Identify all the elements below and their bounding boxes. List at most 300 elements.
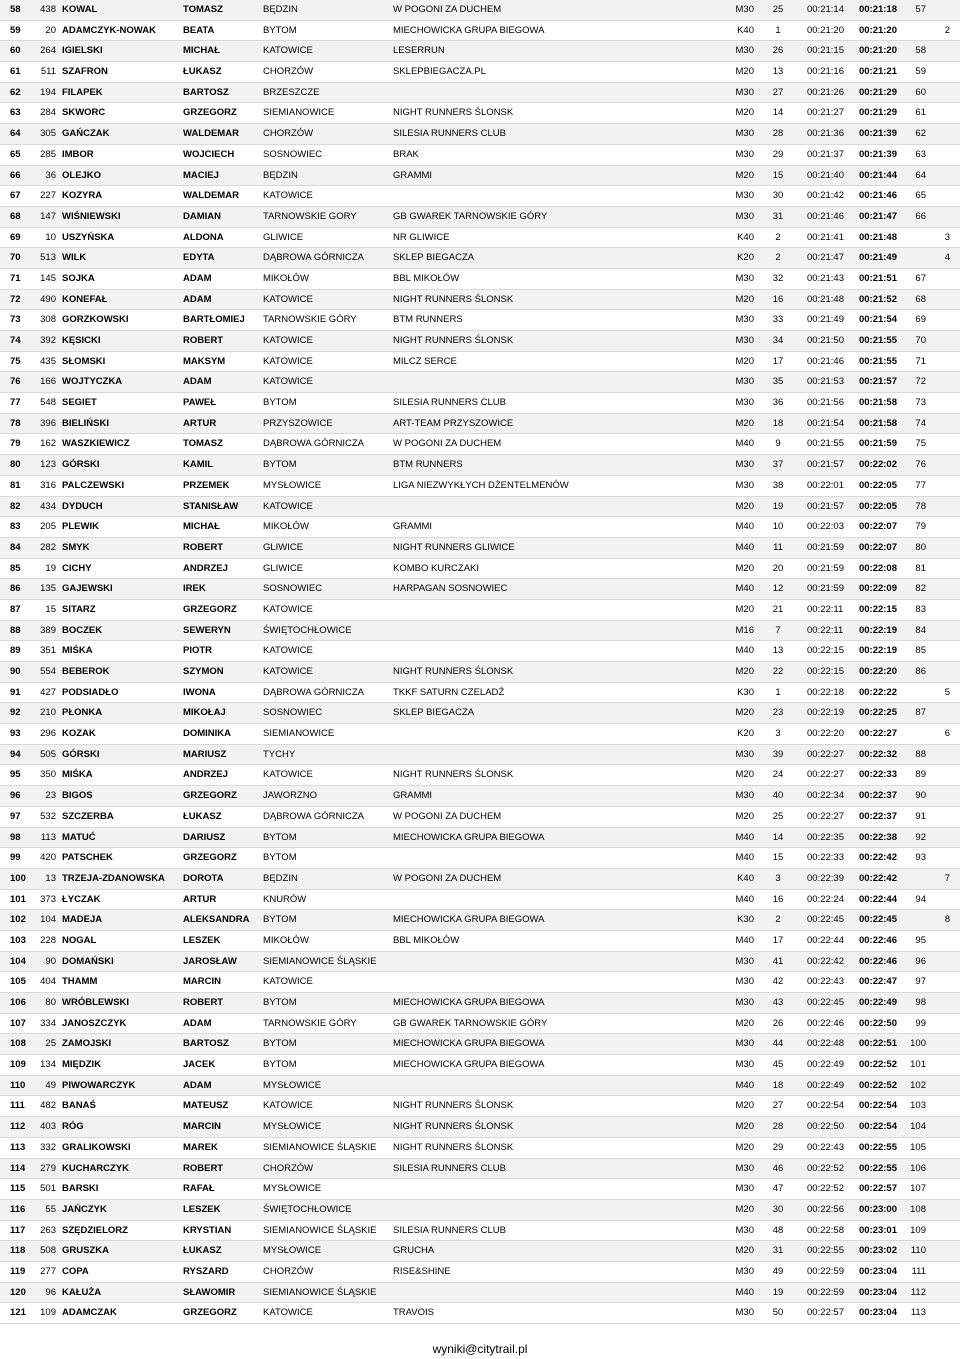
men-place: 78 xyxy=(915,500,926,512)
bib-number: 351 xyxy=(40,645,56,657)
club-name: MIECHOWICKA GRUPA BIEGOWA xyxy=(393,1059,545,1071)
category-place: 46 xyxy=(772,1162,784,1174)
first-name: ROBERT xyxy=(183,541,224,553)
city: KATOWICE xyxy=(263,45,313,57)
place-cell: 79 xyxy=(10,438,21,450)
net-time: 00:22:32 xyxy=(858,748,897,760)
place-cell: 99 xyxy=(10,852,21,864)
net-time: 00:22:49 xyxy=(858,997,897,1008)
net-time: 00:22:19 xyxy=(858,645,897,657)
table-row xyxy=(0,290,960,311)
gun-time: 00:22:49 xyxy=(807,1059,844,1071)
category: M30 xyxy=(735,1224,754,1236)
table-row xyxy=(0,372,960,393)
category: M20 xyxy=(735,1245,754,1257)
place-cell: 82 xyxy=(10,500,21,512)
city: CHORZÓW xyxy=(263,1265,314,1277)
first-name: WALDEMAR xyxy=(183,190,239,202)
net-time: 00:21:55 xyxy=(858,355,897,367)
category: M20 xyxy=(735,107,754,119)
place-cell: 105 xyxy=(10,976,26,988)
net-time: 00:21:49 xyxy=(858,252,897,264)
last-name: GÓRSKI xyxy=(62,748,100,760)
last-name: SZAFRON xyxy=(62,66,108,78)
table-row xyxy=(0,1096,960,1117)
city: MYSŁOWICE xyxy=(263,1183,322,1195)
place-cell: 104 xyxy=(10,955,26,967)
last-name: IGIELSKI xyxy=(62,45,103,57)
net-time: 00:22:22 xyxy=(858,686,897,698)
first-name: IREK xyxy=(183,583,206,595)
category: M20 xyxy=(735,1100,754,1112)
last-name: BIELIŃSKI xyxy=(62,417,109,429)
place-cell: 121 xyxy=(10,1307,26,1319)
place-cell: 110 xyxy=(10,1079,26,1091)
last-name: PALCZEWSKI xyxy=(62,479,125,491)
category-place: 9 xyxy=(775,438,781,450)
bib-number: 389 xyxy=(40,624,56,636)
city: SOSNOWIEC xyxy=(263,583,323,595)
gun-time: 00:22:35 xyxy=(807,831,844,843)
city: CHORZÓW xyxy=(263,1162,314,1174)
last-name: FILAPEK xyxy=(62,86,103,98)
place-cell: 101 xyxy=(10,893,26,905)
bib-number: 308 xyxy=(40,314,56,326)
club-name: NIGHT RUNNERS ŚLONSK xyxy=(393,335,514,346)
net-time: 00:22:54 xyxy=(858,1121,897,1133)
last-name: GORZKOWSKI xyxy=(62,314,129,326)
last-name: BIGOS xyxy=(62,790,93,802)
category-place: 32 xyxy=(772,272,784,284)
net-time: 00:21:46 xyxy=(858,190,897,202)
men-place: 59 xyxy=(915,66,926,78)
men-place: 70 xyxy=(915,335,926,346)
last-name: SŁOMSKI xyxy=(62,355,106,367)
city: KATOWICE xyxy=(263,293,313,305)
last-name: SOJKA xyxy=(62,272,95,284)
gun-time: 00:21:26 xyxy=(807,86,844,98)
table-row xyxy=(0,724,960,745)
city: CHORZÓW xyxy=(263,128,314,140)
gun-time: 00:22:15 xyxy=(807,666,844,677)
bib-number: 15 xyxy=(45,603,56,615)
category-place: 15 xyxy=(772,852,784,864)
first-name: ROBERT xyxy=(183,335,224,346)
men-place: 92 xyxy=(915,831,926,843)
place-cell: 72 xyxy=(10,293,21,305)
category-place: 21 xyxy=(772,603,784,615)
last-name: PIWOWARCZYK xyxy=(62,1079,136,1091)
men-place: 77 xyxy=(915,479,926,491)
club-name: TRAVOIS xyxy=(393,1307,434,1319)
city: BĘDZIN xyxy=(263,872,298,884)
club-name: NIGHT RUNNERS ŚLONSK xyxy=(393,1141,514,1153)
men-place: 83 xyxy=(915,603,926,615)
table-row xyxy=(0,538,960,559)
men-place: 75 xyxy=(915,438,926,450)
gun-time: 00:22:56 xyxy=(807,1203,844,1215)
club-name: LESERRUN xyxy=(393,45,445,57)
first-name: ADAM xyxy=(183,1079,212,1091)
last-name: GÓRSKI xyxy=(62,459,100,471)
city: BYTOM xyxy=(263,1059,297,1071)
bib-number: 210 xyxy=(40,707,56,719)
bib-number: 23 xyxy=(45,790,56,802)
men-place: 82 xyxy=(915,583,926,595)
net-time: 00:22:51 xyxy=(858,1038,897,1050)
city: KATOWICE xyxy=(263,1307,313,1319)
bib-number: 511 xyxy=(40,66,56,78)
city: MIKOŁÓW xyxy=(263,521,309,533)
category: K20 xyxy=(737,728,754,740)
bib-number: 482 xyxy=(40,1100,56,1112)
table-row xyxy=(0,910,960,931)
first-name: KRYSTIAN xyxy=(183,1224,232,1236)
category: M20 xyxy=(735,810,754,822)
place-cell: 66 xyxy=(10,169,21,181)
last-name: JAŃCZYK xyxy=(62,1203,107,1215)
category: M30 xyxy=(735,335,754,346)
table-row xyxy=(0,455,960,476)
place-cell: 90 xyxy=(10,666,21,677)
place-cell: 71 xyxy=(10,272,21,284)
club-name: NIGHT RUNNERS ŚLONSK xyxy=(393,107,514,119)
place-cell: 120 xyxy=(10,1286,26,1298)
last-name: TRZEJA-ZDANOWSKA xyxy=(62,872,165,884)
men-place: 60 xyxy=(915,86,926,98)
category: M20 xyxy=(735,769,754,781)
gun-time: 00:21:56 xyxy=(807,397,844,409)
bib-number: 123 xyxy=(40,459,56,471)
men-place: 73 xyxy=(915,397,926,409)
last-name: MATUĆ xyxy=(62,831,96,843)
men-place: 99 xyxy=(915,1017,926,1029)
table-row xyxy=(0,124,960,145)
gun-time: 00:22:19 xyxy=(807,707,844,719)
net-time: 00:22:45 xyxy=(858,914,897,926)
table-row xyxy=(0,828,960,849)
city: BĘDZIN xyxy=(263,4,298,15)
men-place: 85 xyxy=(915,645,926,657)
men-place: 61 xyxy=(915,107,926,119)
club-name: W POGONI ZA DUCHEM xyxy=(393,4,502,15)
category: M30 xyxy=(735,790,754,802)
men-place: 79 xyxy=(915,521,926,533)
bib-number: 194 xyxy=(40,86,56,98)
net-time: 00:23:01 xyxy=(858,1224,897,1236)
gun-time: 00:22:45 xyxy=(807,914,844,926)
net-time: 00:21:54 xyxy=(858,314,897,326)
table-row xyxy=(0,765,960,786)
category: M30 xyxy=(735,45,754,57)
gun-time: 00:21:36 xyxy=(807,128,844,140)
footer-email[interactable]: wyniki@citytrail.pl xyxy=(432,1342,528,1356)
city: KATOWICE xyxy=(263,769,313,781)
men-place: 66 xyxy=(915,210,926,222)
first-name: GRZEGORZ xyxy=(183,790,237,802)
first-name: RYSZARD xyxy=(183,1265,229,1277)
table-row xyxy=(0,1159,960,1180)
category: M20 xyxy=(735,1017,754,1029)
city: BYTOM xyxy=(263,24,297,36)
place-cell: 94 xyxy=(10,748,21,760)
first-name: RAFAŁ xyxy=(183,1183,215,1195)
category-place: 2 xyxy=(775,252,781,264)
place-cell: 93 xyxy=(10,728,21,740)
city: BYTOM xyxy=(263,914,297,926)
category-place: 25 xyxy=(772,810,784,822)
club-name: SKLEP BIEGACZA xyxy=(393,707,475,719)
place-cell: 69 xyxy=(10,231,21,243)
last-name: SMYK xyxy=(62,541,90,553)
place-cell: 70 xyxy=(10,252,21,264)
last-name: ŁYCZAK xyxy=(62,893,101,905)
table-row xyxy=(0,869,960,890)
last-name: SZĘDZIELORZ xyxy=(62,1224,128,1236)
club-name: W POGONI ZA DUCHEM xyxy=(393,872,502,884)
last-name: PATSCHEK xyxy=(62,852,113,864)
bib-number: 505 xyxy=(40,748,56,760)
net-time: 00:21:57 xyxy=(858,376,897,388)
category-place: 29 xyxy=(772,1141,784,1153)
table-row xyxy=(0,579,960,600)
city: SIEMIANOWICE xyxy=(263,107,335,119)
last-name: PLEWIK xyxy=(62,521,99,533)
first-name: PAWEŁ xyxy=(183,397,217,409)
net-time: 00:21:47 xyxy=(858,210,897,222)
category: M30 xyxy=(735,376,754,388)
club-name: TKKF SATURN CZELADŹ xyxy=(393,686,505,698)
bib-number: 373 xyxy=(40,893,56,905)
club-name: ART-TEAM PRZYSZOWICE xyxy=(393,417,514,429)
net-time: 00:22:46 xyxy=(858,955,897,967)
category: M20 xyxy=(735,1121,754,1133)
net-time: 00:21:48 xyxy=(858,231,897,243)
category-place: 1 xyxy=(775,24,781,36)
category-place: 41 xyxy=(772,955,784,967)
net-time: 00:22:54 xyxy=(858,1100,897,1112)
table-row xyxy=(0,1117,960,1138)
place-cell: 119 xyxy=(10,1265,26,1277)
women-place: 5 xyxy=(944,686,950,698)
men-place: 69 xyxy=(915,314,926,326)
net-time: 00:22:55 xyxy=(858,1162,897,1174)
category-place: 14 xyxy=(772,107,784,119)
bib-number: 532 xyxy=(40,810,56,822)
net-time: 00:21:20 xyxy=(858,45,897,57)
category: M30 xyxy=(735,272,754,284)
bib-number: 332 xyxy=(40,1141,56,1153)
gun-time: 00:22:46 xyxy=(807,1017,844,1029)
table-row xyxy=(0,62,960,83)
bib-number: 554 xyxy=(40,666,56,677)
category-place: 36 xyxy=(772,397,784,409)
bib-number: 227 xyxy=(40,190,56,202)
bib-number: 13 xyxy=(45,872,56,884)
place-cell: 114 xyxy=(10,1162,26,1174)
bib-number: 20 xyxy=(45,24,56,36)
category-place: 50 xyxy=(772,1307,784,1319)
club-name: NIGHT RUNNERS ŚLONSK xyxy=(393,293,514,305)
men-place: 113 xyxy=(910,1307,926,1319)
club-name: W POGONI ZA DUCHEM xyxy=(393,810,502,822)
last-name: PODSIADŁO xyxy=(62,686,119,698)
category-place: 16 xyxy=(772,893,784,905)
men-place: 105 xyxy=(910,1141,926,1153)
gun-time: 00:22:45 xyxy=(807,997,844,1008)
bib-number: 434 xyxy=(40,500,56,512)
table-row xyxy=(0,434,960,455)
place-cell: 86 xyxy=(10,583,21,595)
club-name: NIGHT RUNNERS GLIWICE xyxy=(393,541,515,553)
place-cell: 80 xyxy=(10,459,21,471)
gun-time: 00:22:01 xyxy=(807,479,844,491)
bib-number: 263 xyxy=(40,1224,56,1236)
net-time: 00:22:05 xyxy=(858,479,897,491)
first-name: ROBERT xyxy=(183,997,224,1008)
bib-number: 282 xyxy=(40,541,56,553)
bib-number: 404 xyxy=(40,976,56,988)
city: BYTOM xyxy=(263,1038,297,1050)
bib-number: 145 xyxy=(40,272,56,284)
place-cell: 74 xyxy=(10,335,21,346)
gun-time: 00:22:27 xyxy=(807,810,844,822)
table-row xyxy=(0,1262,960,1283)
last-name: ADAMCZAK xyxy=(62,1307,117,1319)
table-row xyxy=(0,1034,960,1055)
category-place: 42 xyxy=(772,976,784,988)
table-row xyxy=(0,103,960,124)
net-time: 00:22:47 xyxy=(858,976,897,988)
category: M20 xyxy=(735,1141,754,1153)
city: KATOWICE xyxy=(263,603,313,615)
bib-number: 228 xyxy=(40,934,56,946)
category-place: 33 xyxy=(772,314,784,326)
city: KATOWICE xyxy=(263,645,313,657)
bib-number: 513 xyxy=(40,252,56,264)
net-time: 00:22:37 xyxy=(858,810,897,822)
table-row xyxy=(0,310,960,331)
place-cell: 68 xyxy=(10,210,21,222)
men-place: 102 xyxy=(910,1079,926,1091)
bib-number: 396 xyxy=(40,417,56,429)
gun-time: 00:21:49 xyxy=(807,314,844,326)
category: M20 xyxy=(735,417,754,429)
category-place: 34 xyxy=(772,335,784,346)
women-place: 7 xyxy=(944,872,950,884)
net-time: 00:23:04 xyxy=(858,1265,897,1277)
table-row xyxy=(0,1179,960,1200)
place-cell: 58 xyxy=(10,4,21,15)
city: SIEMIANOWICE xyxy=(263,728,335,740)
table-row xyxy=(0,1221,960,1242)
bib-number: 438 xyxy=(40,4,56,15)
first-name: GRZEGORZ xyxy=(183,852,237,864)
place-cell: 103 xyxy=(10,934,26,946)
club-name: MIECHOWICKA GRUPA BIEGOWA xyxy=(393,831,545,843)
table-row xyxy=(0,476,960,497)
category: M16 xyxy=(735,624,754,636)
city: ŚWIĘTOCHŁOWICE xyxy=(263,1203,352,1215)
net-time: 00:22:50 xyxy=(858,1017,897,1029)
city: KATOWICE xyxy=(263,666,313,677)
category-place: 37 xyxy=(772,459,784,471)
place-cell: 100 xyxy=(10,872,26,884)
bib-number: 80 xyxy=(45,997,56,1008)
category-place: 43 xyxy=(772,997,784,1008)
place-cell: 67 xyxy=(10,190,21,202)
last-name: PŁONKA xyxy=(62,707,103,719)
club-name: GB GWAREK TARNOWSKIE GÓRY xyxy=(393,210,548,222)
last-name: SZCZERBA xyxy=(62,810,114,822)
first-name: MARCIN xyxy=(183,1121,221,1133)
men-place: 95 xyxy=(915,934,926,946)
last-name: KONEFAŁ xyxy=(62,293,108,305)
category: M30 xyxy=(735,314,754,326)
category-place: 24 xyxy=(772,769,784,781)
last-name: ADAMCZYK-NOWAK xyxy=(62,24,156,36)
category: M20 xyxy=(735,355,754,367)
club-name: SILESIA RUNNERS CLUB xyxy=(393,1224,506,1236)
last-name: SITARZ xyxy=(62,603,96,615)
first-name: MARCIN xyxy=(183,976,221,988)
gun-time: 00:22:15 xyxy=(807,645,844,657)
table-row xyxy=(0,41,960,62)
gun-time: 00:21:40 xyxy=(807,169,844,181)
category-place: 28 xyxy=(772,128,784,140)
gun-time: 00:22:11 xyxy=(807,603,844,615)
men-place: 97 xyxy=(915,976,926,988)
table-row xyxy=(0,269,960,290)
category-place: 11 xyxy=(773,541,783,553)
table-row xyxy=(0,972,960,993)
category: M20 xyxy=(735,169,754,181)
last-name: KĘSICKI xyxy=(62,335,101,346)
last-name: KOWAL xyxy=(62,4,98,15)
bib-number: 279 xyxy=(40,1162,56,1174)
men-place: 110 xyxy=(910,1245,926,1257)
first-name: DOROTA xyxy=(183,872,224,884)
men-place: 93 xyxy=(915,852,926,864)
bib-number: 166 xyxy=(40,376,56,388)
category: M40 xyxy=(735,541,754,553)
first-name: GRZEGORZ xyxy=(183,1307,237,1319)
city: KATOWICE xyxy=(263,355,313,367)
men-place: 76 xyxy=(915,459,926,471)
category-place: 19 xyxy=(772,500,784,512)
net-time: 00:21:59 xyxy=(858,438,897,450)
table-row xyxy=(0,207,960,228)
gun-time: 00:21:46 xyxy=(807,210,844,222)
city: MIKOŁÓW xyxy=(263,272,309,284)
city: KATOWICE xyxy=(263,500,313,512)
last-name: DYDUCH xyxy=(62,500,103,512)
place-cell: 84 xyxy=(10,541,21,553)
city: JAWORZNO xyxy=(263,790,318,802)
bib-number: 296 xyxy=(40,728,56,740)
net-time: 00:22:33 xyxy=(858,769,897,781)
first-name: ANDRZEJ xyxy=(183,562,228,574)
net-time: 00:22:09 xyxy=(858,583,897,595)
net-time: 00:21:39 xyxy=(858,148,897,160)
men-place: 74 xyxy=(915,417,926,429)
category: M40 xyxy=(735,1079,754,1091)
first-name: ADAM xyxy=(183,272,212,284)
place-cell: 115 xyxy=(10,1183,26,1195)
club-name: KOMBO KURCZAKI xyxy=(393,562,480,574)
men-place: 100 xyxy=(910,1038,926,1050)
first-name: TOMASZ xyxy=(183,4,223,15)
